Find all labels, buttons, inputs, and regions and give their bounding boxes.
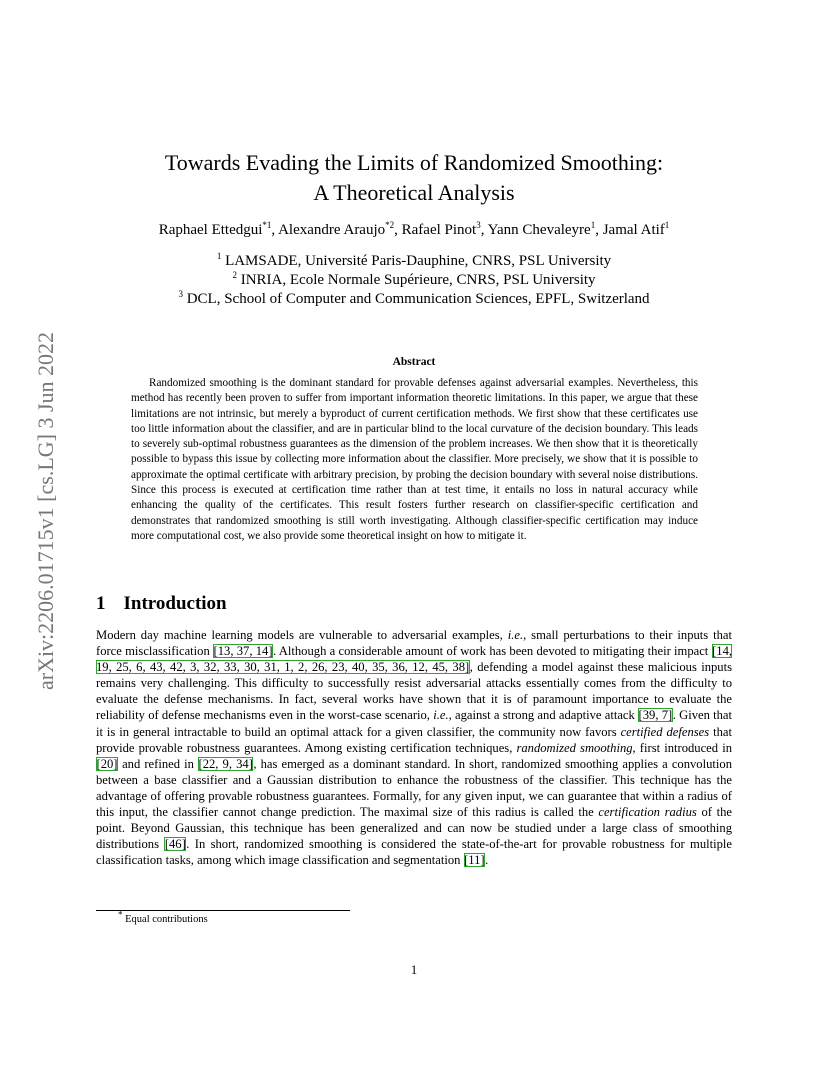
body-text: . Given that it is in general intractable to build an optimal attack for a given classifier, the community now favors <box>96 708 733 739</box>
emphasis-text: randomized smoothing, <box>516 740 636 755</box>
citation-link[interactable]: [13, 37, 14] <box>213 644 273 659</box>
section-heading <box>96 593 227 615</box>
footnote-rule <box>96 910 350 911</box>
citation-link[interactable]: [20] <box>96 756 118 771</box>
body-text: first introduced in <box>635 740 732 755</box>
citation-link[interactable]: [39, 7] <box>638 708 673 723</box>
body-text: of the point. Beyond Gaussian, this technique has been generalized and can now be studied under a large class of smoothing distributions <box>96 805 732 852</box>
author: Rafael Pinot$^3$ <box>401 220 481 238</box>
emphasis-text: i.e. <box>433 708 449 723</box>
body-text: . <box>485 853 489 868</box>
paper-title <box>96 148 732 208</box>
introduction-paragraph <box>96 627 732 868</box>
author: Raphael Ettedgui$^{*1}$ <box>158 220 272 238</box>
body-text: , has emerged as a dominant standard. In short, randomized smoothing applies a convolution between a base classifier and a Gaussian distribution to enhance the robustness of the classifier. This technique has the advantage of offering provable robustness guarantees. Formally, for any given input, we can guarantee that within a radius of this input, the classifier cannot change prediction. The maximal size of this radius is called the <box>96 756 732 820</box>
affiliation: $^3$ DCL, School of Computer and Communication Sciences, EPFL, Switzerland <box>178 289 650 307</box>
author: Jamal Atif$^1$ <box>602 220 670 238</box>
title-line-2: A Theoretical Analysis <box>313 180 515 205</box>
body-text: , against a strong and adaptive attack <box>448 708 639 723</box>
body-text: that provide provable robustness guarantees. Among existing certification techniques, <box>96 724 732 755</box>
arxiv-identifier-text: arXiv:2206.01715v1 [cs.LG] 3 Jun 2022 <box>33 331 58 691</box>
emphasis-text: i.e. <box>507 628 524 642</box>
footnote: * Equal contributions <box>118 909 208 925</box>
abstract-heading: Abstract <box>392 356 436 368</box>
citation-link[interactable]: [46] <box>164 837 186 852</box>
author-list: Raphael Ettedgui$^{*1}$, Alexandre Araujo$^{*2}$, Rafael Pinot$^3$, Yann Chevaleyre$^1$, Jamal Atif$^1$ <box>158 220 670 238</box>
citation-link[interactable]: [14, 19, 25, 6, 43, 42, 3, 32, 33, 30, 31, 1, 2, 26, 23, 40, 35, 36, 12, 45, 38] <box>96 644 733 675</box>
body-text: and refined in <box>117 756 198 771</box>
affiliation: $^1$ LAMSADE, Université Paris-Dauphine, CNRS, PSL University <box>216 251 612 269</box>
affiliation: $^2$ INRIA, Ecole Normale Supérieure, CNRS, PSL University <box>232 270 596 288</box>
affiliation-list <box>96 252 732 309</box>
emphasis-text: certified defenses <box>620 724 710 739</box>
author: Alexandre Araujo$^{*2}$ <box>278 220 395 238</box>
body-text: , defending a model against these malicious inputs remains very challenging. This difficulty to successfully resist adversarial attacks essentially comes from the difficulty to evaluate the defense mechanisms. In fact, several works have shown that it is of paramount importance to evaluate the reliability of defense mechanisms even in the worst-case scenario, <box>96 660 732 723</box>
citation-link[interactable]: [11] <box>464 853 485 868</box>
body-text: , small perturbations to their inputs that force misclassification <box>96 628 732 659</box>
section-title: Introduction <box>123 593 227 614</box>
page-number: 1 <box>410 963 418 977</box>
emphasis-text: certification radius <box>598 805 697 820</box>
body-text: . Although a considerable amount of work has been devoted to mitigating their impact <box>273 644 712 659</box>
citation-link[interactable]: [22, 9, 34] <box>198 756 253 771</box>
author: Yann Chevaleyre$^1$ <box>487 220 596 238</box>
body-text: . In short, randomized smoothing is considered the state-of-the-art for provable robustness for multiple classification tasks, among which image classification and segmentation <box>96 837 732 868</box>
arxiv-identifier <box>34 292 58 730</box>
body-text: Modern day machine learning models are vulnerable to adversarial examples, <box>96 628 508 642</box>
title-line-1: Towards Evading the Limits of Randomized Smoothing: <box>164 150 664 175</box>
abstract-text: Randomized smoothing is the dominant standard for provable defenses against adversarial examples. Nevertheless, this method has recently been proven to suffer from important information theoretic limitations. In this paper, we argue that these limitations are not intrinsic, but merely a byproduct of current certification methods. We first show that these certificates use too little information about the classifier, and are in particular blind to the local curvature of the decision boundary. This leads to severely sub-optimal robustness guarantees as the dimension of the problem increases. We then show that it is theoretically possible to bypass this issue by collecting more information about the classifier. More precisely, we show that it is possible to approximate the optimal certificate with arbitrary precision, by probing the decision boundary with several noise distributions. Since this process is executed at certification time rather than at test time, it entails no loss in natural accuracy while enhancing the quality of the certificates. This result fosters further research on classifier-specific certification and demonstrates that randomized smoothing is still worth investigating. Although classifier-specific certification may induce more computational cost, we also provide some theoretical insight on how to mitigate it. <box>131 377 698 542</box>
section-number: 1 <box>96 593 106 614</box>
